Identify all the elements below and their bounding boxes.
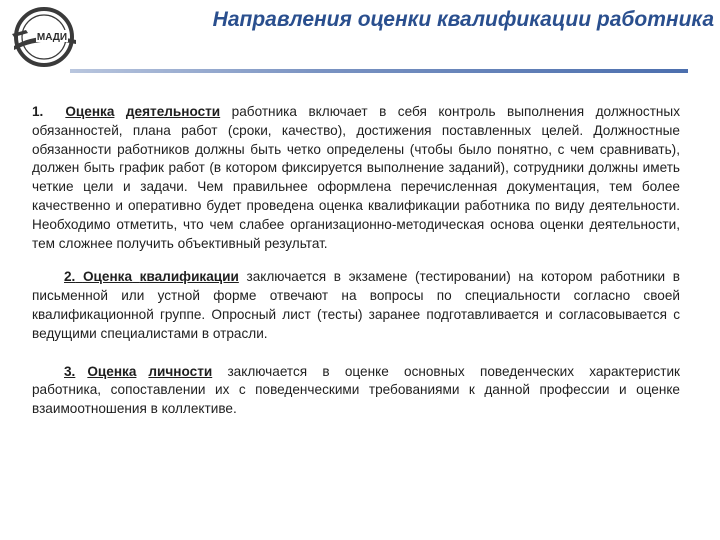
page-title: Направления оценки квалификации работника [212, 8, 714, 31]
logo-text: МАДИ [36, 32, 68, 43]
madi-logo-icon [6, 6, 82, 68]
keyword-personality: личности [148, 363, 213, 379]
keyword-assessment: Оценка [87, 363, 137, 379]
paragraph-number: 1. [32, 104, 44, 119]
keyword-assessment: Оценка [82, 269, 133, 285]
paragraph-activity-assessment [32, 103, 680, 253]
title-divider [70, 69, 688, 73]
paragraph-text: работника включает в себя контроль выполнения должностных обязанностей, плана работ (сроки, качество), достижения поставленных целей. Должностные обязанности работников должны быть четко определены (чтобы было понятно, с чем сравнивать), должен быть график работ (в котором фиксируется выполнение заданий), сотрудники должны иметь четкие цели и задачи. Чем правильнее оформлена перечисленная документация, тем более качественно и оперативно будет проведена оценка квалификации работника по виду деятельности. Необходимо отметить, что чем слабее организационно-методическая основа оценки деятельности, тем сложнее получить объективный результат. [32, 104, 681, 251]
content-body [32, 103, 680, 419]
paragraph-text: заключается в экзамене (тестировании) на котором работники в письменной или устной форме отвечают на вопросы по специальности согласно своей квалификационной группе. Опросный лист (тесты) заранее подготавливается и согласовывается с ведущими специалистами в отрасли. [32, 269, 680, 341]
keyword-qualification: квалификации [139, 269, 239, 285]
paragraph-qualification-assessment [32, 268, 680, 343]
paragraph-number: 3. [64, 363, 76, 379]
keyword-activity: деятельности [125, 104, 221, 119]
paragraph-personality-assessment [32, 363, 680, 419]
paragraph-number: 2. [64, 269, 76, 285]
keyword-assessment: Оценка [65, 104, 115, 119]
paragraph-text: заключается в оценке основных поведенческих характеристик работника, сопоставлении их с поведенческими требованиями к данной профессии и оценке взаимоотношения в коллективе. [32, 363, 680, 417]
